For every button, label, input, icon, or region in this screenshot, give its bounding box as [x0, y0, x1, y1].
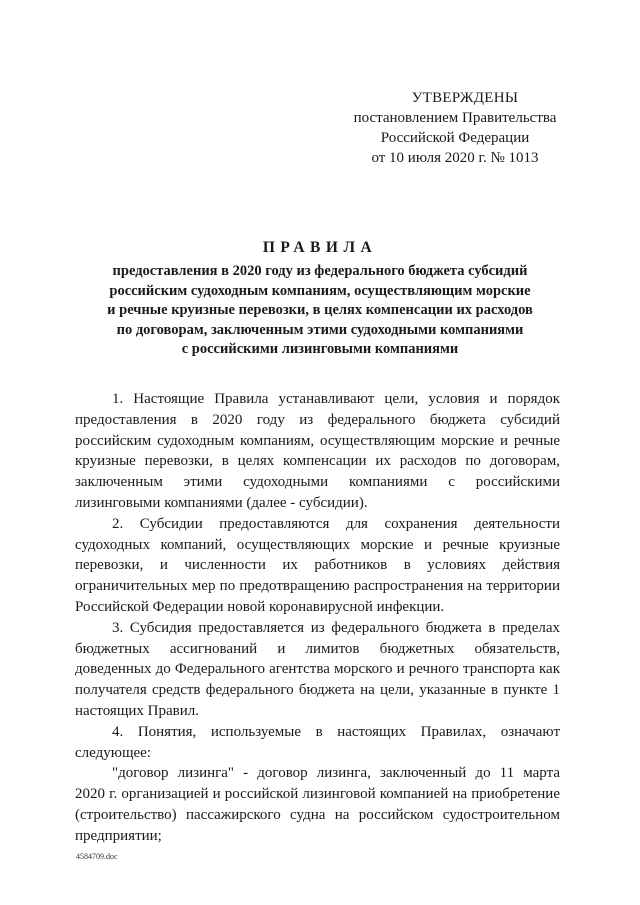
approval-line-2: Российской Федерации [380, 130, 530, 146]
approval-heading: УТВЕРЖДЕНЫ [411, 90, 519, 106]
document-subtitle [80, 262, 560, 360]
text-line: перевозки, и численности их работников в условиях действия [75, 557, 560, 574]
approval-line-1: постановлением Правительства [353, 110, 557, 126]
text-line: предприятии; [75, 827, 162, 844]
document-title: ПРАВИЛА [262, 239, 378, 256]
text-line: бюджетных ассигнований и лимитов бюджетных обязательств, [75, 640, 560, 657]
text-line: Российской Федерации новой коронавирусной инфекции. [75, 598, 445, 615]
text-line: лизинговыми компаниями (далее - субсидии). [75, 494, 368, 511]
text-line: доведенных до Федерального агентства морского и речного транспорта как [75, 661, 560, 678]
text-line: 2020 г. организацией и российской лизинговой компанией на приобретение [75, 786, 560, 803]
text-line: российским судоходным компаниям, осуществляющим морские и речные [75, 432, 560, 449]
text-line: получателя средств федерального бюджета на цели, указанные в пункте 1 [75, 682, 560, 699]
document-body [75, 389, 560, 847]
subtitle-line: с российскими лизинговыми компаниями [181, 341, 459, 357]
text-line: 4. Понятия, используемые в настоящих Правилах, означают [112, 723, 560, 740]
text-line: 3. Субсидия предоставляется из федерального бюджета в пределах [112, 619, 560, 636]
text-line: (строительство) пассажирского судна на российском судостроительном [75, 806, 560, 823]
text-line: ограничительных мер по предотвращению распространения на территории [75, 578, 560, 595]
text-line: заключенным этими судоходными компаниями с российскими [75, 474, 560, 491]
text-line: круизные перевозки, в целях компенсации их расходов по договорам, [75, 453, 560, 470]
subtitle-line: российским судоходным компаниям, осуществляющим морские [109, 282, 531, 299]
subtitle-line: и речные круизные перевозки, в целях компенсации их расходов [107, 302, 533, 318]
paragraph-3 [75, 618, 560, 722]
approval-line-3: от 10 июля 2020 г. № 1013 [371, 150, 539, 166]
text-line: настоящих Правил. [75, 702, 199, 719]
text-line: 1. Настоящие Правила устанавливают цели, условия и порядок [112, 391, 560, 407]
paragraph-5 [75, 763, 560, 846]
paragraph-2 [75, 514, 560, 618]
file-name-footer: 4584709.doc [76, 852, 118, 861]
text-line: следующее: [75, 744, 151, 761]
text-line: 2. Субсидии предоставляются для сохранения деятельности [112, 515, 560, 532]
approval-block [340, 88, 570, 168]
subtitle-line: предоставления в 2020 году из федерального бюджета субсидий [112, 263, 528, 279]
paragraph-4 [75, 722, 560, 764]
text-line: "договор лизинга" - договор лизинга, заключенный до 11 марта [112, 765, 560, 782]
subtitle-line: по договорам, заключенным этими судоходными компаниями [116, 321, 524, 338]
text-line: предоставления в 2020 году из федерального бюджета субсидий [75, 411, 560, 428]
text-line: судоходных компаний, осуществляющих морские и речные круизные [75, 536, 560, 553]
paragraph-1 [75, 389, 560, 514]
